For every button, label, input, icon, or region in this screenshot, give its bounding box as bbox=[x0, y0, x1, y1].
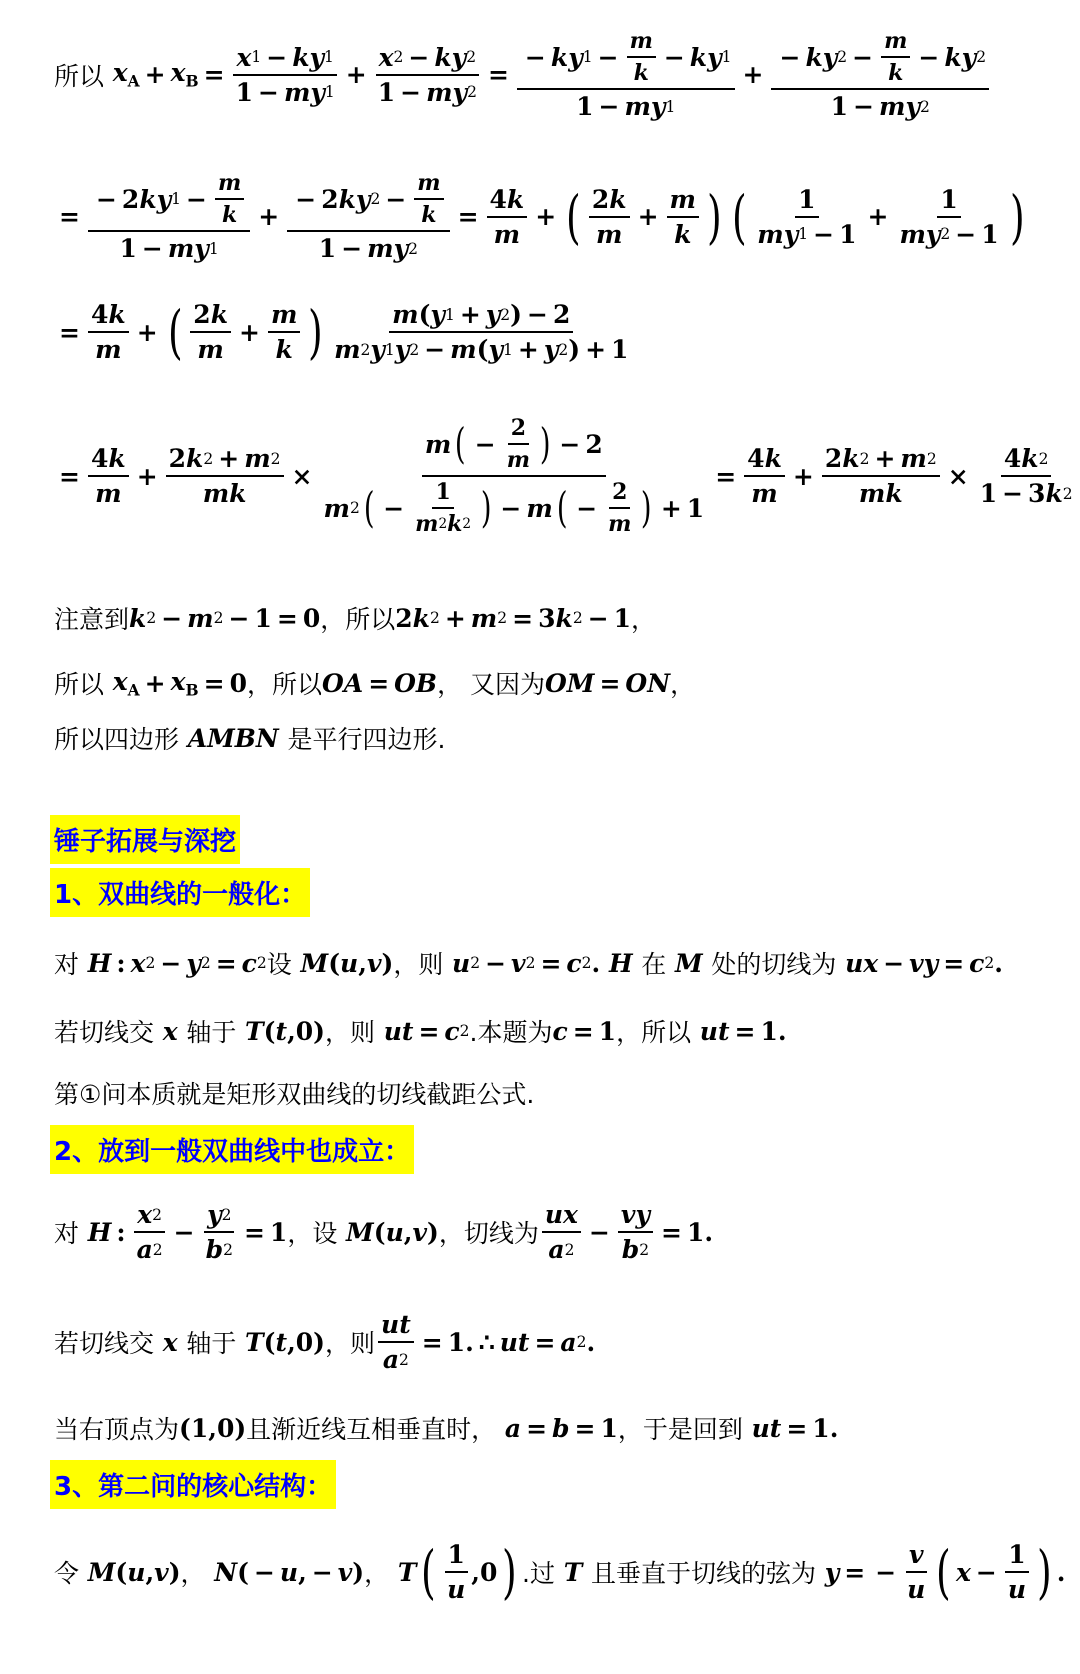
heading-3: 3、第二问的核心结构： bbox=[50, 1460, 336, 1509]
heading-hammer: 锤子拓展与深挖 bbox=[50, 815, 240, 864]
equation-line-3: = 4 k m + ( 2 k m + $\frac{m}{k}$ ) m ( y 1 + y 2 ) − 2 m 2 y 1 y 2 − m ( y 1 + y 2 ) + 1 bbox=[59, 298, 629, 366]
general-hyperbola-line: 对 H : x 2 − y 2 = c 2 设 M ( u , v ) ，则 u 2 − v 2 = c 2 . H 在 M 处的切线为 ux − vy = c 2 . bbox=[54, 948, 1003, 979]
core-structure-line: 令 M ( u , v ) ， N ( − u , − v ) ， T ( $\frac{1}{u}$ ,0 ) .过 T 且垂直于切线的弦为 y = − $\frac{v}{u}$ ( x − $\frac{1}{u}$ ) . bbox=[54, 1538, 1066, 1606]
heading-2: 2、放到一般双曲线中也成立： bbox=[50, 1125, 414, 1174]
conclusion-line-2: 所以四边形 AMBN 是平行四边形. bbox=[54, 723, 446, 754]
equation-line-1: 所以 $x_A$ + $x_B$ = x 1 − ky 1 1 − my 1 + x 2 − ky 2 1 − my 2 = − ky 1 − $\frac{m}{k}$ − ky 1 1 − my 1 + − ky 2 − $\frac{m}{k}$ − ky 2 1 − my 2 bbox=[54, 28, 1050, 121]
heading-1: 1、双曲线的一般化： bbox=[50, 868, 310, 917]
note-line: 注意到 k 2 − m 2 − 1 = 0 ，所以 2 k 2 + m 2 = 3 k 2 − 1 ， bbox=[54, 603, 657, 634]
general-intercept-line: 若切线交 x 轴于 T ( t ,0) ，则 ut a 2 = 1. ∴ ut = a 2 . bbox=[54, 1310, 596, 1374]
equation-line-4: = 4 k m + 2 k 2 + m 2 mk × m ( − $\frac{2}{m}$ ) − 2 m 2 ( − 1 m 2 k 2 ) − m ( − $\frac{2}{m}$ ) + 1 = 4 k m + 2 k 2 + m 2 mk × 4 k 2 1 − 3 k 2 bbox=[59, 415, 1073, 537]
tangent-intercept-line: 若切线交 x 轴于 T ( t ,0) ，则 ut = c 2 .本题为 c = 1 ，所以 ut = 1. bbox=[54, 1016, 787, 1047]
essence-line: 第①问本质就是矩形双曲线的切线截距公式. bbox=[54, 1080, 535, 1109]
general-case-line: 对 H : x 2 a 2 − y 2 b 2 = 1 ，设 M ( u , v ) ，切线为 ux a 2 − vy b 2 = 1. bbox=[54, 1200, 714, 1264]
equation-line-2: = − 2 ky 1 − $\frac{m}{k}$ 1 − my 1 + − 2 ky 2 − $\frac{m}{k}$ 1 − my 2 = 4 k m + ( 2 k m + $\frac{m}{k}$ ) ( 1 my 1 − 1 + 1 my 2 − 1 ) bbox=[59, 170, 1025, 263]
conclusion-line-1: 所以 $x_A$ + $x_B$ = 0 ，所以 OA = OB ， 又因为 OM = ON ， bbox=[54, 666, 696, 700]
vertex-line: 当右顶点为 (1,0) 且渐近线互相垂直时， a = b = 1 ，于是回到 ut = 1. bbox=[54, 1413, 839, 1444]
